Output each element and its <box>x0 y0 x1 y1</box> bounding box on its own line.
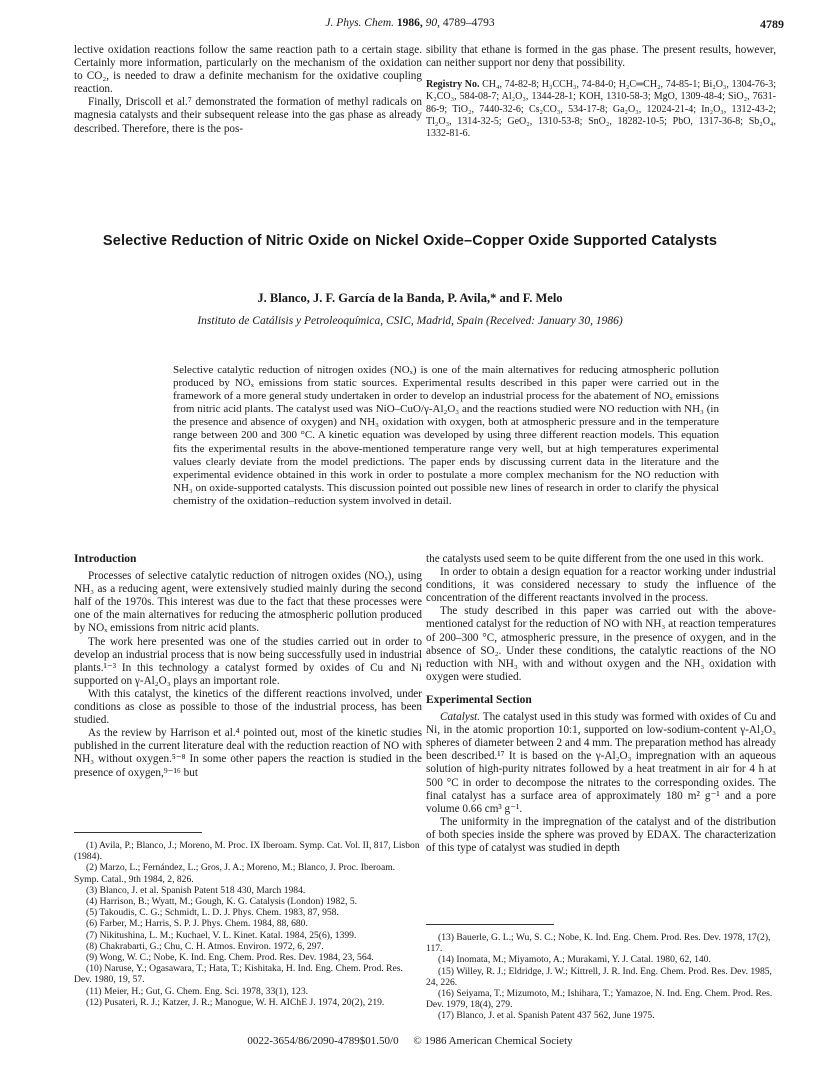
body-paragraph: As the review by Harrison et al.⁴ pointed out, most of the kinetic studies published in the current literature deal with the reduction reaction of NO with NH₃ without oxygen.⁵⁻⁸ In some other papers the reaction is studied in the presence of oxygen,⁹⁻¹⁶ but <box>74 727 422 779</box>
body-paragraph: The work here presented was one of the studies carried out in order to develop an industrial process that is now being successfully used in industrial plants.¹⁻³ In this technology a catalyst formed by oxides of Cu and Ni supported on γ-Al₂O₃ plays an important role. <box>74 635 422 687</box>
registry-numbers <box>426 79 776 140</box>
registry-text: CH₄, 74-82-8; H₃CCH₃, 74-84-0; H₂C═CH₂, 74-85-1; Bi₂O₃, 1304-76-3; K₂CO₃, 584-08-7; Al₂O₃, 1344-28-1; KOH, 1310-58-3; MgO, 1309-48-4; SiO₂, 7631-86-9; TiO₂, 7440-32-6; Cs₂CO₃, 534-17-8; Ga₂O₃, 12024-21-4; In₂O₃, 1312-43-2; Tl₂O₃, 1314-32-5; GeO₂, 1310-53-8; SnO₂, 18282-10-5; PbO, 1317-36-8; Sb₂O₄, 1332-81-6. <box>426 79 777 139</box>
footer-code: 0022-3654/86/2090-4789$01.50/0 <box>247 1035 399 1047</box>
reference-item: (13) Bauerle, G. L.; Wu, S. C.; Nobe, K. Ind. Eng. Chem. Prod. Res. Dev. 1978, 17(2), 117. <box>426 932 771 955</box>
body-paragraph: Processes of selective catalytic reduction of nitrogen oxides (NOₓ), using NH₃ as a reducing agent, were extensively studied mainly during the second half of the 1970s. This interest was due to the fact that these processes were one of the main alternatives for reducing the atmospheric pollution produced by NOₓ emissions from nitric acid plants. <box>74 570 422 635</box>
footer-copyright: © 1986 American Chemical Society <box>413 1035 573 1047</box>
page-range: 4789–4793 <box>442 17 495 29</box>
page-footer <box>0 1035 820 1047</box>
body-paragraph: With this catalyst, the kinetics of the different reactions involved, under conditions as close as possible to those of the industrial process, has been studied. <box>74 687 422 727</box>
reference-item: (2) Marzo, L.; Fernández, L.; Gros, J. A.; Moreno, M.; Blanco, J. Proc. Iberoam. Symp. Catal., 9th 1984, 2, 826. <box>74 862 396 885</box>
article-title: Selective Reduction of Nitric Oxide on Nickel Oxide–Copper Oxide Supported Catalysts <box>102 233 718 249</box>
reference-item: (17) Blanco, J. et al. Spanish Patent 437 562, June 1975. <box>438 1010 655 1022</box>
body-paragraph: the catalysts used seem to be quite different from the one used in this work. <box>426 553 764 565</box>
references-left <box>74 840 422 1008</box>
running-head <box>0 17 820 29</box>
journal-volume: 90, <box>425 17 441 29</box>
reference-item: (6) Farber, M.; Harris, S. P. J. Phys. Chem. 1984, 88, 680. <box>86 918 308 930</box>
article-affiliation: Instituto de Catálisis y Petroleoquímica, CSIC, Madrid, Spain (Received: January 30, 1986) <box>197 315 623 327</box>
reference-item: (16) Seiyama, T.; Mizumoto, M.; Ishihara, T.; Yamazoe, N. Ind. Eng. Chem. Prod. Res. Dev. 1979, 18(4), 279. <box>426 988 773 1011</box>
prev-article-paragraph: lective oxidation reactions follow the same reaction path to a certain stage. Certainly more information, particularly on the mechanism of the oxidation to CO₂, is needed to draw a definite mechanism for the oxidative coupling reaction. <box>74 44 422 96</box>
abstract: Selective catalytic reduction of nitrogen oxides (NOₓ) is one of the main alternatives for reducing atmospheric pollution produced by NOₓ emissions from static sources. Experimental results described in this paper were carried out in the framework of a more general study undertaken in order to develop an industrial process for the abatement of NOₓ emissions from nitric acid plants. The catalyst used was NiO–CuO/γ-Al₂O₃ and the reactions studied were NO reduction with NH₃ (in the presence and absence of oxygen) and NH₃ oxidation with oxygen, both at atmospheric pressure and in the temperature range between 200 and 300 °C. A kinetic equation was developed by using three different reaction models. This equation fits the experimental results in the above-mentioned temperature range very well, but at high temperatures experimental values clearly deviate from the model predictions. The paper ends by discussing current data in the literature and the experimental evidence obtained in this work in order to postulate a more complex mechanism for the NO reduction with NH₃ on oxide-supported catalysts. This discussion pointed out possible new lines of research in order to clarify the physical chemistry of the oxidation–reduction system involved in detail. <box>173 364 719 507</box>
footnote-rule <box>426 924 554 925</box>
left-column-body <box>74 553 422 780</box>
reference-item: (15) Willey, R. J.; Eldridge, J. W.; Kittrell, J. R. Ind. Eng. Chem. Prod. Res. Dev. 1985, 24, 226. <box>426 965 772 988</box>
body-paragraph <box>426 711 776 816</box>
reference-item: (3) Blanco, J. et al. Spanish Patent 518 430, March 1984. <box>86 884 306 896</box>
reference-item: (10) Naruse, Y.; Ogasawara, T.; Hata, T.; Kishitaka, H. Ind. Eng. Chem. Prod. Res. Dev. 1980, 19, 57. <box>74 963 403 986</box>
right-column-body <box>426 553 776 855</box>
body-paragraph: The uniformity in the impregnation of the catalyst and of the distribution of both species inside the sphere was proved by EDAX. The characterization of this type of catalyst was studied in depth <box>426 815 776 854</box>
article-authors: J. Blanco, J. F. García de la Banda, P. Avila,* and F. Melo <box>257 291 563 305</box>
reference-item: (12) Pusateri, R. J.; Katzer, J. R.; Manogue, W. H. AIChE J. 1974, 20(2), 219. <box>86 996 385 1008</box>
reference-item: (5) Takoudis, C. G.; Schmidt, L. D. J. Phys. Chem. 1983, 87, 958. <box>86 907 339 919</box>
registry-label: Registry No. <box>426 79 480 91</box>
prev-article-right-column <box>426 44 776 140</box>
subsection-lead: Catalyst. <box>440 711 481 724</box>
reference-item: (9) Wong, W. C.; Nobe, K. Ind. Eng. Chem. Prod. Res. Dev. 1984, 23, 564. <box>86 952 374 964</box>
body-paragraph: The study described in this paper was carried out with the above-mentioned catalyst for the reduction of NO with NH₃ at reaction temperatures of 200–300 °C, atmospheric pressure, in the presence of oxygen, and in the absence of SO₂. Under these conditions, the catalytic reactions of the NO reduction with NH₃ with and without oxygen and the NH₃ oxidation with oxygen were studied. <box>426 605 776 683</box>
reference-item: (7) Nikitushina, L. M.; Kuchael, V. L. Kinet. Katal. 1984, 25(6), 1399. <box>86 929 357 941</box>
footnote-rule <box>74 832 202 833</box>
reference-item: (4) Harrison, B.; Wyatt, M.; Gough, K. G. Catalysis (London) 1982, 5. <box>86 896 358 908</box>
prev-article-paragraph: sibility that ethane is formed in the gas phase. The present results, however, can neither support nor deny that possibility. <box>426 44 776 70</box>
page-number: 4789 <box>760 17 784 31</box>
journal-year: 1986, <box>396 17 423 29</box>
reference-item: (11) Meier, H.; Gut, G. Chem. Eng. Sci. 1978, 33(1), 123. <box>86 985 309 997</box>
prev-article-paragraph: Finally, Driscoll et al.⁷ demonstrated the formation of methyl radicals on magnesia catalysts and their subsequent release into the gas phase as already described. Therefore, there is the pos- <box>74 96 422 135</box>
journal-name: J. Phys. Chem. <box>325 17 395 29</box>
body-paragraph: In order to obtain a design equation for a reactor working under industrial conditions, it was considered necessary to study the influence of the concentration of the different reactants involved in the process. <box>426 566 776 605</box>
body-text: The catalyst used in this study was formed with oxides of Cu and Ni, in the atomic proportion 10:1, supported on low-sodium-content γ-Al₂O₃ spheres of diameter between 2 and 4 mm. The preparation method has already been described.¹⁷ It is based on the γ-Al₂O₃ impregnation with an aqueous solution of high-purity nitrates followed by a heat treatment in air for 4 h at 500 °C in order to decompose the nitrates to the corresponding oxides. The final catalyst has a surface area of approximately 180 m² g⁻¹ and a pore volume 0.66 cm³ g⁻¹. <box>426 711 776 815</box>
section-heading-introduction: Introduction <box>74 553 137 565</box>
reference-item: (1) Avila, P.; Blanco, J.; Moreno, M. Proc. IX Iberoam. Symp. Cat. Vol. II, 817, Lisbon (1984). <box>74 840 420 863</box>
references-right <box>426 932 776 1022</box>
reference-item: (14) Inomata, M.; Miyamoto, A.; Murakami, Y. J. Catal. 1980, 62, 140. <box>438 954 711 966</box>
prev-article-left-column <box>74 44 422 136</box>
section-heading-experimental: Experimental Section <box>426 693 532 706</box>
reference-item: (8) Chakrabarti, G.; Chu, C. H. Atmos. Environ. 1972, 6, 297. <box>86 940 324 952</box>
